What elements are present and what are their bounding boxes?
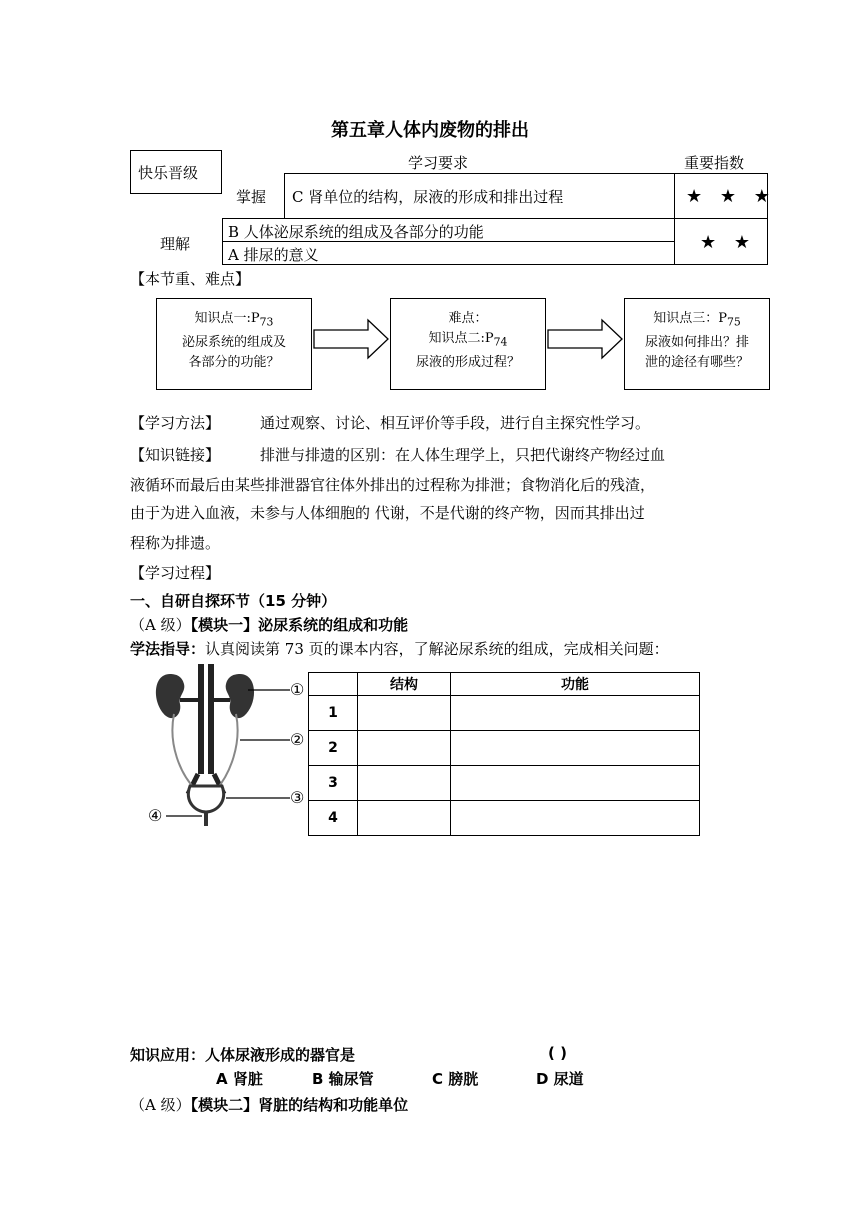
header-requirement: 学习要求 [408, 154, 469, 172]
level-label: 快乐晋级 [138, 164, 199, 182]
link-label: 【知识链接】 [130, 446, 221, 464]
guide-line: 学法指导：认真阅读第 73 页的课本内容，了解泌尿系统的组成，完成相关问题： [130, 640, 669, 658]
structure-table [308, 672, 700, 836]
arrow-right-icon [312, 318, 390, 360]
understand-item-1: B 人体泌尿系统的组成及各部分的功能 [228, 223, 484, 241]
option-a[interactable]: A 肾脏 [216, 1070, 263, 1088]
understand-item-2: A 排尿的意义 [228, 246, 319, 264]
function-answer-cell[interactable] [451, 696, 700, 731]
table-row: 2 [309, 731, 700, 766]
table-header [309, 673, 358, 696]
master-label: 掌握 [236, 188, 267, 206]
module-2-heading: （A 级）【模块二】肾脏的结构和功能单位 [130, 1096, 409, 1114]
diagram-label-2: ② [290, 730, 305, 749]
flow-box-3: 知识点三：$P_{75}$ 尿液如何排出？排 泄的途径有哪些？ [624, 298, 770, 390]
option-c[interactable]: C 膀胱 [432, 1070, 479, 1088]
function-answer-cell[interactable] [451, 801, 700, 836]
structure-answer-cell[interactable] [358, 696, 451, 731]
method-text: 通过观察、讨论、相互评价等手段，进行自主探究性学习。 [260, 414, 651, 432]
table-row: 1 [309, 696, 700, 731]
table-row: 4 [309, 801, 700, 836]
key-points-heading: 【本节重、难点】 [130, 270, 251, 288]
flow-box-2: 难点： 知识点二$:P_{74}$ 尿液的形成过程？ [390, 298, 546, 390]
master-item: C 肾单位的结构，尿液的形成和排出过程 [292, 188, 564, 206]
function-answer-cell[interactable] [451, 731, 700, 766]
link-text-1: 排泄与排遗的区别：在人体生理学上，只把代谢终产物经过血 [260, 446, 666, 464]
flow-box-1: 知识点一$:P_{73}$ 泌尿系统的组成及 各部分的功能？ [156, 298, 312, 390]
option-b[interactable]: B 输尿管 [312, 1070, 374, 1088]
understand-stars: ★ ★ [700, 232, 756, 253]
diagram-label-3: ③ [290, 788, 305, 807]
structure-answer-cell[interactable] [358, 801, 451, 836]
understand-label: 理解 [160, 235, 191, 253]
link-text-2: 液循环而最后由某些排泄器官往体外排出的过程称为排泄；食物消化后的残渣， [130, 476, 656, 494]
link-text-3: 由于为进入血液，未参与人体细胞的 代谢，不是代谢的终产物，因而其排出过 [130, 504, 645, 522]
function-answer-cell[interactable] [451, 766, 700, 801]
option-d[interactable]: D 尿道 [536, 1070, 584, 1088]
method-label: 【学习方法】 [130, 414, 221, 432]
arrow-right-icon [546, 318, 624, 360]
diagram-label-4: ④ [148, 806, 163, 825]
structure-answer-cell[interactable] [358, 766, 451, 801]
table-header: 结构 [358, 673, 451, 696]
module-1-heading: （A 级）【模块一】泌尿系统的组成和功能 [130, 616, 409, 634]
header-importance: 重要指数 [684, 154, 745, 172]
page-title: 第五章人体内废物的排出 [331, 120, 529, 141]
answer-blank[interactable]: ( ) [548, 1044, 567, 1062]
table-header: 功能 [451, 673, 700, 696]
table-row: 3 [309, 766, 700, 801]
structure-answer-cell[interactable] [358, 731, 451, 766]
diagram-label-1: ① [290, 680, 305, 699]
section-1-heading: 一、自研自探环节（15 分钟） [130, 592, 337, 610]
application-question: 知识应用：人体尿液形成的器官是 [130, 1046, 356, 1064]
link-text-4: 程称为排遗。 [130, 534, 221, 552]
process-heading: 【学习过程】 [130, 564, 221, 582]
master-stars: ★ ★ ★ [686, 186, 776, 207]
urinary-system-diagram [140, 664, 310, 834]
